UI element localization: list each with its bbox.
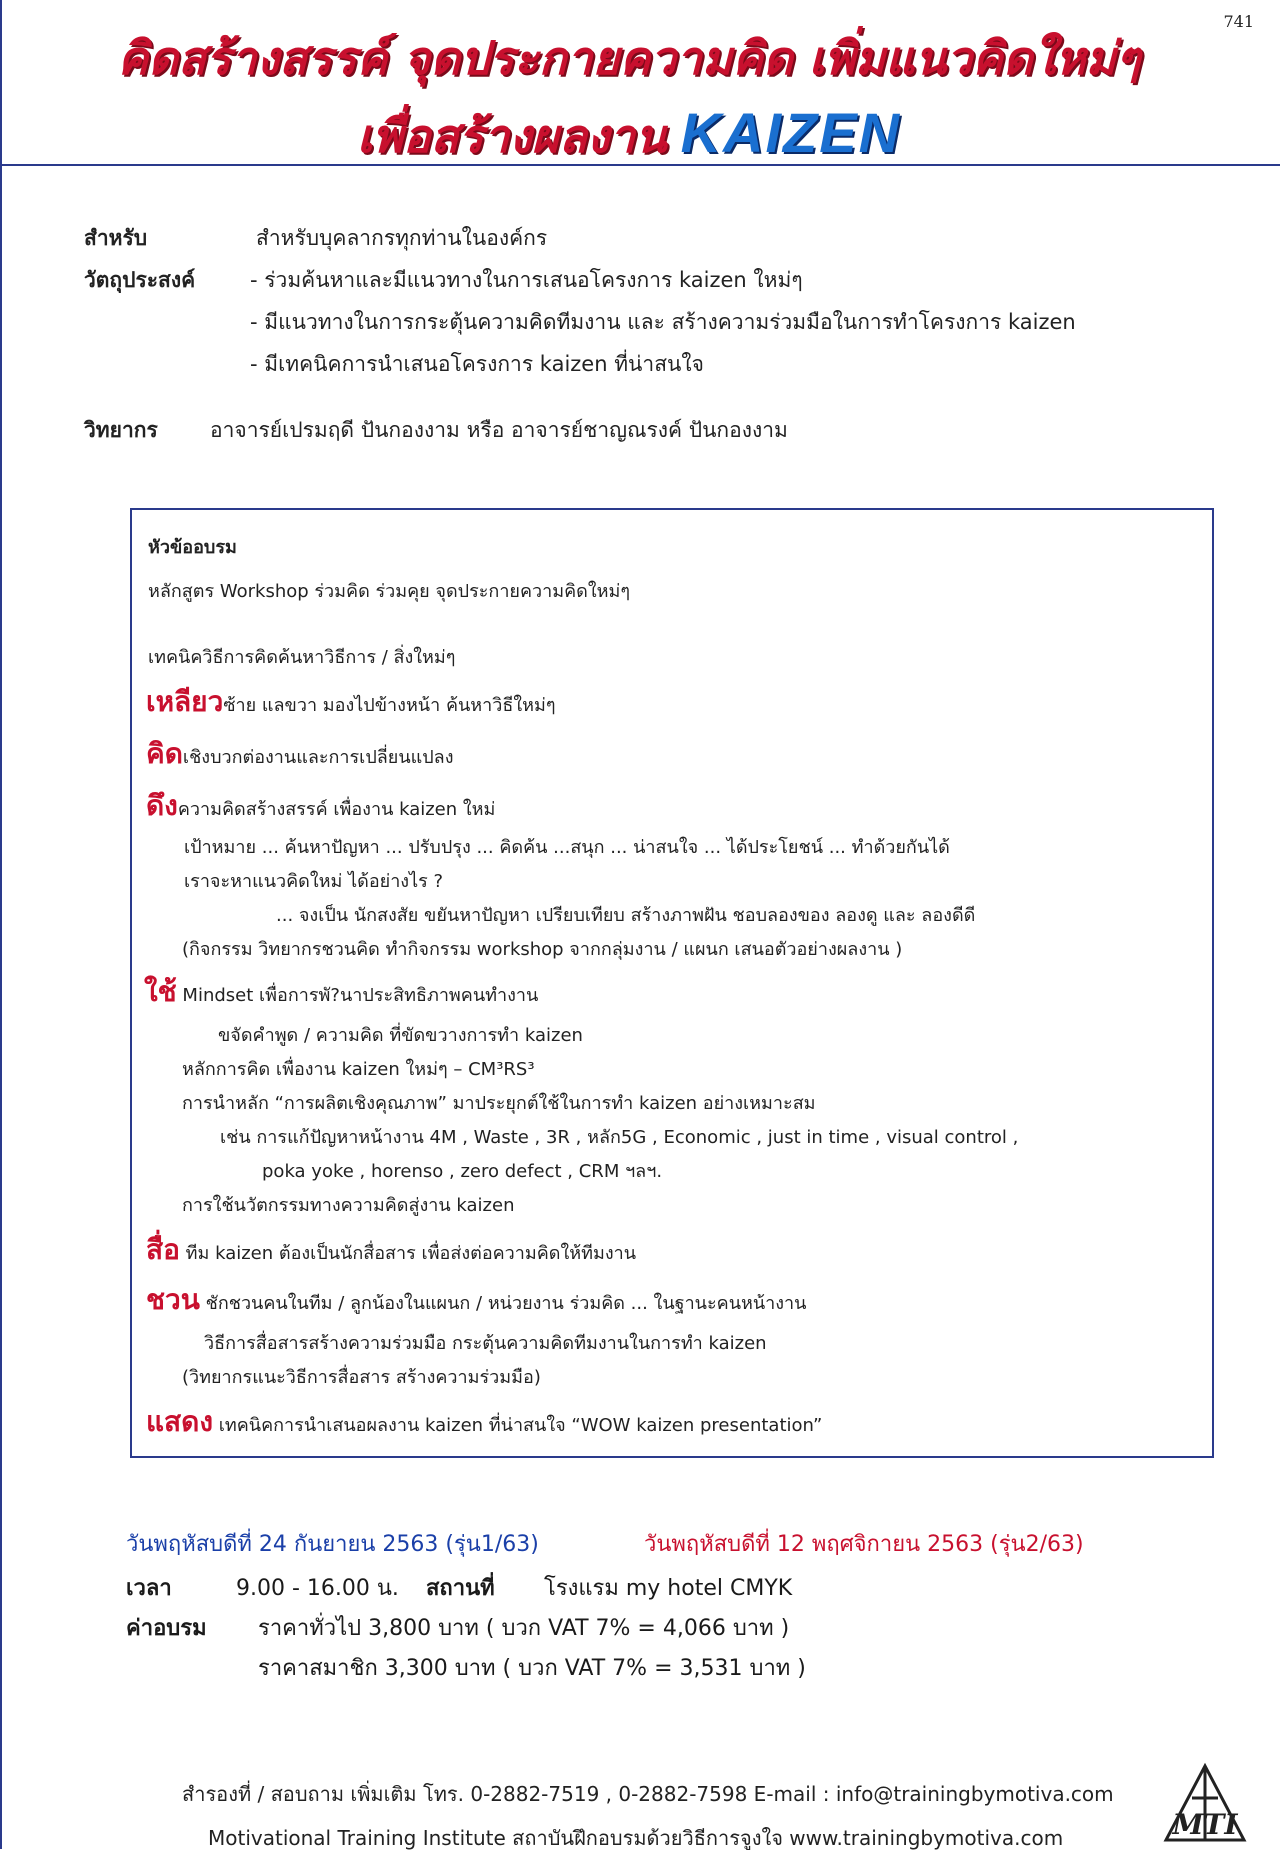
date-1: วันพฤหัสบดีที่ 24 กันยายน 2563 (รุ่น1/63) <box>126 1532 539 1557</box>
objective-row <box>84 264 803 297</box>
use-item-4: เช่น การแก้ปัญหาหน้างาน 4M , Waste , 3R , หลัก5G , Economic , just in time , visual control , <box>220 1127 1019 1148</box>
for-label: สำหรับ <box>84 226 148 250</box>
invite-sub: วิธีการสื่อสารสร้างความร่วมมือ กระตุ้นความคิดทีมงานในการทำ kaizen <box>204 1333 767 1354</box>
use-item-3: การนำหลัก “การผลิตเชิงคุณภาพ” มาประยุกต์ใช้ในการทำ kaizen อย่างเหมาะสม <box>182 1093 816 1114</box>
mti-logo-icon <box>1162 1762 1248 1844</box>
goal-line: เป้าหมาย ... ค้นหาปัญหา ... ปรับปรุง ... คิดค้น ...สนุก ... น่าสนใจ ... ได้ประโยชน์ ... ทำด้วยกันได้ <box>184 837 950 858</box>
topic-comm-word: สื่อ <box>146 1233 180 1266</box>
topic-show-word: แสดง <box>146 1405 213 1438</box>
topic-use <box>144 970 538 1014</box>
venue-value: โรงแรม my hotel CMYK <box>544 1576 793 1601</box>
topic-pull <box>146 784 495 828</box>
title-line-2 <box>2 100 1256 173</box>
topic-comm <box>146 1228 636 1272</box>
speaker-value: อาจารย์เปรมฤดี ปันกองงาม หรือ อาจารย์ชาญณรงค์ ปันกองงาม <box>210 418 788 442</box>
use-item-5: poka yoke , horenso , zero defect , CRM ฯลฯ. <box>262 1161 663 1182</box>
topic-turn-word: เหลียว <box>146 685 224 718</box>
speaker-label: วิทยากร <box>84 418 158 442</box>
time-venue-row <box>126 1570 792 1605</box>
topic-use-text: Mindset เพื่อการพั?นาประสิทธิภาพคนทำงาน <box>182 985 539 1006</box>
topic-think-text: เชิงบวกต่องานและการเปลี่ยนแปลง <box>182 747 454 768</box>
be-line: ... จงเป็น นักสงสัย ขยันหาปัญหา เปรียบเทียบ สร้างภาพฝัน ชอบลองของ ลองดู และ ลองดีดี <box>276 905 976 926</box>
venue-label: สถานที่ <box>426 1576 495 1601</box>
logo-text: MTI <box>1172 1808 1238 1841</box>
topics-subheading: หลักสูตร Workshop ร่วมคิด ร่วมคุย จุดประกายความคิดใหม่ๆ <box>148 581 631 602</box>
topics-box <box>130 508 1214 1458</box>
fee-general: ราคาทั่วไป 3,800 บาท ( บวก VAT 7% = 4,066 บาท ) <box>258 1616 790 1641</box>
topic-invite-text: ชักชวนคนในทีม / ลูกน้องในแผนก / หน่วยงาน ร่วมคิด ... ในฐานะคนหน้างาน <box>205 1293 807 1314</box>
invite-note: (วิทยากรแนะวิธีการสื่อสาร สร้างความร่วมมือ) <box>182 1367 541 1388</box>
time-value: 9.00 - 16.00 น. <box>236 1576 399 1601</box>
topic-pull-word: ดึง <box>146 789 178 822</box>
title-line-1: คิดสร้างสรรค์ จุดประกายความคิด เพิ่มแนวคิดใหม่ๆ <box>117 31 1141 85</box>
topic-show <box>146 1400 822 1444</box>
topic-use-word: ใช้ <box>144 975 177 1008</box>
page-number: 741 <box>1223 12 1254 31</box>
activity-note: (กิจกรรม วิทยากรชวนคิด ทำกิจกรรม workshop จากกลุ่มงาน / แผนก เสนอตัวอย่างผลงาน ) <box>182 939 903 960</box>
topic-invite-word: ชวน <box>146 1283 200 1316</box>
topic-pull-text: ความคิดสร้างสรรค์ เพื่องาน kaizen ใหม่ <box>177 799 496 820</box>
contact-line: สำรองที่ / สอบถาม เพิ่มเติม โทร. 0-2882-7519 , 0-2882-7598 E-mail : info@trainingbymotiva.com <box>182 1782 1114 1806</box>
time-label: เวลา <box>126 1576 172 1601</box>
use-item-1: ขจัดคำพูด / ความคิด ที่ขัดขวางการทำ kaizen <box>218 1025 583 1046</box>
for-value: สำหรับบุคลากรทุกท่านในองค์กร <box>256 226 548 250</box>
objective-item-1: - ร่วมค้นหาและมีแนวทางในการเสนอโครงการ kaizen ใหม่ๆ <box>250 268 803 292</box>
header <box>2 0 1280 166</box>
institute-line: Motivational Training Institute สถาบันฝึกอบรมด้วยวิธีการจูงใจ www.trainingbymotiva.com <box>208 1826 1064 1850</box>
topics-intro: เทคนิควิธีการคิดค้นหาวิธีการ / สิ่งใหม่ๆ <box>148 647 456 668</box>
use-item-2: หลักการคิด เพื่องาน kaizen ใหม่ๆ – CM³RS³ <box>182 1059 535 1080</box>
topic-comm-text: ทีม kaizen ต้องเป็นนักสื่อสาร เพื่อส่งต่อความคิดให้ทีมงาน <box>185 1243 637 1264</box>
objective-item-3: - มีเทคนิคการนำเสนอโครงการ kaizen ที่น่าสนใจ <box>250 352 704 376</box>
objective-label: วัตถุประสงค์ <box>84 268 196 292</box>
fee-label: ค่าอบรม <box>126 1616 207 1641</box>
objective-item-2: - มีแนวทางในการกระตุ้นความคิดทีมงาน และ สร้างความร่วมมือในการทำโครงการ kaizen <box>250 310 1076 334</box>
topic-show-text: เทคนิคการนำเสนอผลงาน kaizen ที่น่าสนใจ “WOW kaizen presentation” <box>218 1415 823 1436</box>
topics-heading: หัวข้ออบรม <box>148 537 237 558</box>
for-row <box>84 222 547 255</box>
question-line: เราจะหาแนวคิดใหม่ ได้อย่างไร ? <box>184 871 444 892</box>
topic-turn <box>146 680 556 724</box>
topic-think <box>146 732 454 776</box>
speaker-row <box>84 414 788 447</box>
topic-think-word: คิด <box>146 737 183 770</box>
date-2: วันพฤหัสบดีที่ 12 พฤศจิกายน 2563 (รุ่น2/63) <box>644 1532 1084 1557</box>
topic-invite <box>146 1278 806 1322</box>
use-item-6: การใช้นวัตกรรมทางความคิดสู่งาน kaizen <box>182 1195 515 1216</box>
fee-row <box>126 1610 789 1645</box>
kaizen-brand: KAIZEN <box>680 101 902 164</box>
title-line-2-prefix: เพื่อสร้างผลงาน <box>356 109 667 163</box>
fee-member: ราคาสมาชิก 3,300 บาท ( บวก VAT 7% = 3,531 บาท ) <box>258 1656 806 1681</box>
topic-turn-text: ซ้าย แลขวา มองไปข้างหน้า ค้นหาวิธีใหม่ๆ <box>223 695 556 716</box>
